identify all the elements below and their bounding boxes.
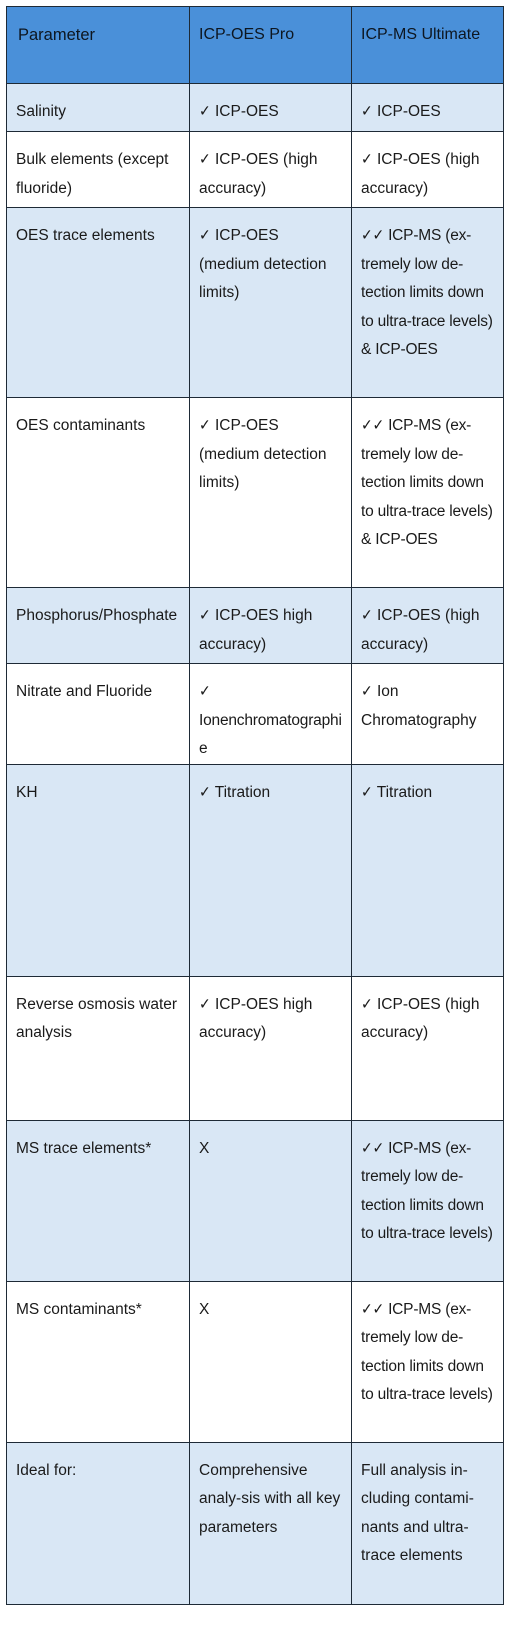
table-row [7, 764, 504, 976]
row-icp-ms-ultimate-cell: ✓ ICP-OES (high accuracy) [352, 976, 504, 1120]
row-icp-ms-ultimate-cell: ✓✓ ICP-MS (ex-tremely low de-tection limits down to ultra-trace levels) & ICP-OES [352, 398, 504, 588]
table-row [7, 1120, 504, 1281]
header-icp-oes-pro: ICP-OES Pro [190, 7, 352, 84]
table-row [7, 588, 504, 664]
header-row [7, 7, 504, 84]
comparison-table [6, 6, 504, 1605]
row-icp-oes-pro-cell: ✓ Ionenchromatographie [190, 664, 352, 765]
row-parameter-cell: Phosphorus/Phosphate [7, 588, 190, 664]
row-icp-oes-pro-cell: ✓ ICP-OES (high accuracy) [190, 132, 352, 208]
table-row [7, 84, 504, 132]
table-row [7, 208, 504, 398]
row-icp-ms-ultimate-cell: ✓ Ion Chromatography [352, 664, 504, 765]
row-icp-oes-pro-cell: ✓ ICP-OES [190, 84, 352, 132]
row-parameter-cell: Nitrate and Fluoride [7, 664, 190, 765]
row-parameter-cell: MS trace elements* [7, 1120, 190, 1281]
table-row [7, 664, 504, 765]
row-icp-oes-pro-cell: ✓ ICP-OES high accuracy) [190, 976, 352, 1120]
row-parameter-cell: MS contaminants* [7, 1281, 190, 1442]
row-parameter-cell: OES trace elements [7, 208, 190, 398]
row-icp-oes-pro-cell: ✓ ICP-OES (medium detection limits) [190, 398, 352, 588]
table-row [7, 1281, 504, 1442]
row-icp-ms-ultimate-cell: ✓ ICP-OES (high accuracy) [352, 588, 504, 664]
row-icp-ms-ultimate-cell: ✓ ICP-OES [352, 84, 504, 132]
table-row [7, 398, 504, 588]
row-icp-ms-ultimate-cell: Full analysis in-cluding contami-nants and ultra-trace elements [352, 1442, 504, 1604]
row-icp-oes-pro-cell: X [190, 1120, 352, 1281]
row-icp-oes-pro-cell: X [190, 1281, 352, 1442]
row-icp-ms-ultimate-cell: ✓✓ ICP-MS (ex-tremely low de-tection limits down to ultra-trace levels) [352, 1120, 504, 1281]
row-parameter-cell: Reverse osmosis water analysis [7, 976, 190, 1120]
row-icp-oes-pro-cell: ✓ ICP-OES (medium detection limits) [190, 208, 352, 398]
row-icp-ms-ultimate-cell: ✓ ICP-OES (high accuracy) [352, 132, 504, 208]
row-icp-ms-ultimate-cell: ✓✓ ICP-MS (ex-tremely low de-tection limits down to ultra-trace levels) & ICP-OES [352, 208, 504, 398]
row-parameter-cell: Bulk elements (except fluoride) [7, 132, 190, 208]
header-icp-ms-ultimate: ICP-MS Ultimate [352, 7, 504, 84]
row-parameter-cell: Salinity [7, 84, 190, 132]
comparison-table-container [6, 6, 503, 1605]
row-icp-oes-pro-cell: Comprehensive analy-sis with all key parameters [190, 1442, 352, 1604]
header-parameter: Parameter [7, 7, 190, 84]
row-icp-oes-pro-cell: ✓ ICP-OES high accuracy) [190, 588, 352, 664]
row-icp-oes-pro-cell: ✓ Titration [190, 764, 352, 976]
row-icp-ms-ultimate-cell: ✓✓ ICP-MS (ex-tremely low de-tection limits down to ultra-trace levels) [352, 1281, 504, 1442]
row-parameter-cell: OES contaminants [7, 398, 190, 588]
row-icp-ms-ultimate-cell: ✓ Titration [352, 764, 504, 976]
table-row [7, 132, 504, 208]
table-row [7, 976, 504, 1120]
table-row [7, 1442, 504, 1604]
row-parameter-cell: Ideal for: [7, 1442, 190, 1604]
row-parameter-cell: KH [7, 764, 190, 976]
